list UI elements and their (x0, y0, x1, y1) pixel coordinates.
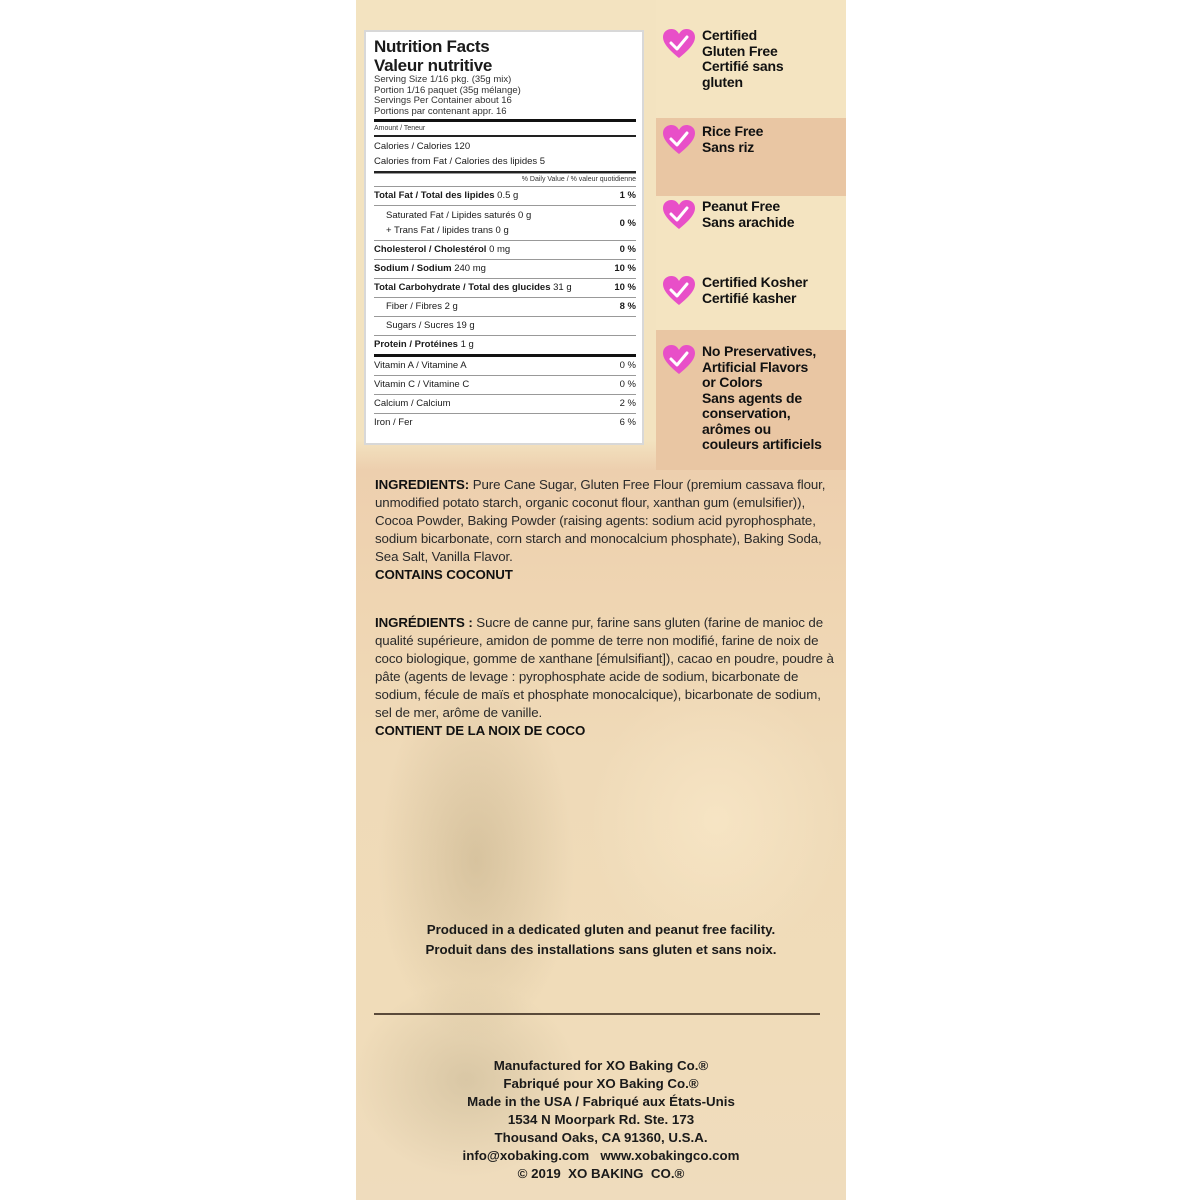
serving-size: Serving Size 1/16 pkg. (35g mix) (374, 74, 512, 85)
vitamin-row: Vitamin C / Vitamine C 0 % (374, 375, 636, 394)
divider (374, 119, 636, 122)
daily-value-header: % Daily Value / % valeur quotidienne (374, 173, 636, 186)
ingredients-fr (375, 614, 835, 740)
nutrition-title-fr: Valeur nutritive (374, 56, 493, 75)
manufacturer-info: Manufactured for XO Baking Co.® Fabriqué pour XO Baking Co.® Made in the USA / Fabriqué aux États-Unis 1534 N Moorpark Rd. Ste. 173 Thousand Oaks, CA 91360, U.S.A. info@xobaking.com www.xobakingco.com © 2019 XO BAKING CO.® (356, 1057, 846, 1183)
amount-label: Amount / Teneur (374, 125, 426, 132)
nutrient-row-saturated-trans-fat: Saturated Fat / Lipides saturés 0 g + Trans Fat / lipides trans 0 g 0 % (374, 205, 636, 240)
facility-statement: Produced in a dedicated gluten and peanut free facility. Produit dans des installations sans gluten et sans noix. (425, 922, 777, 957)
section-divider (374, 1013, 820, 1015)
vitamin-row: Calcium / Calcium 2 % (374, 394, 636, 413)
ingredients-text: Pure Cane Sugar, Gluten Free Flour (premium cassava flour, unmodified potato starch, organic coconut flour, xanthan gum (emulsifier)), Cocoa Powder, Baking Powder (raising agents: sodium acid pyrophosphate, sodium bicarbonate, corn starch and monocalcium phosphate), Baking Soda, Sea Salt, Vanilla Flavor. (375, 477, 826, 564)
ingredients-label-fr: INGRÉDIENTS : (375, 615, 473, 630)
nutrient-row-fiber: Fiber / Fibres 2 g 8 % (374, 297, 636, 316)
badge-peanut-free: Peanut Free Sans arachide (662, 199, 794, 231)
servings-per-container-fr: Portions par contenant appr. 16 (374, 105, 507, 117)
nutrient-row-total-fat: Total Fat / Total des lipides 0.5 g 1 % (374, 186, 636, 205)
heart-check-icon (662, 275, 696, 307)
badge-no-preservatives: No Preservatives, Artificial Flavors or Colors Sans agents de conservation, arômes ou couleurs artificiels (662, 344, 822, 453)
badge-kosher: Certified Kosher Certifié kasher (662, 275, 808, 307)
nutrient-row-cholesterol: Cholesterol / Cholestérol 0 mg 0 % (374, 240, 636, 259)
contact-info: info@xobaking.com www.xobakingco.com (462, 1148, 740, 1163)
nutrient-row-sugars: Sugars / Sucres 19 g (374, 316, 636, 335)
heart-check-icon (662, 199, 696, 231)
nutrient-row-total-carbohydrate: Total Carbohydrate / Total des glucides 31 g 10 % (374, 278, 636, 297)
vitamin-row: Iron / Fer 6 % (374, 413, 636, 432)
allergen-statement-fr: CONTIENT DE LA NOIX DE COCO (375, 723, 586, 738)
heart-check-icon (662, 28, 696, 60)
nutrient-row-sodium: Sodium / Sodium 240 mg 10 % (374, 259, 636, 278)
product-label-panel (356, 0, 846, 1200)
divider (374, 135, 636, 137)
nutrient-row-protein: Protein / Protéines 1 g (374, 335, 636, 354)
allergen-statement: CONTAINS COCONUT (375, 567, 513, 582)
serving-size-fr: Portion 1/16 paquet (35g mélange) (374, 84, 521, 96)
heart-check-icon (662, 344, 696, 376)
nutrition-facts-table (364, 30, 644, 445)
copyright: © 2019 XO BAKING CO.® (517, 1166, 685, 1181)
badge-gluten-free: Certified Gluten Free Certifié sans gluten (662, 28, 783, 90)
servings-per-container: Servings Per Container about 16 (374, 95, 512, 106)
ingredients-text-fr: Sucre de canne pur, farine sans gluten (farine de manioc de qualité supérieure, amidon de pomme de terre non modifié, farine de noix de coco biologique, gomme de xanthane [émulsifiant]), cacao en poudre, poudre à pâte (agents de levage : pyrophosphate acide de sodium, bicarbonate de sodium, fécule de maïs et phosphate monocalcique), bicarbonate de sodium, sel de mer, arôme de vanille. (375, 615, 834, 720)
calories-from-fat: Calories from Fat / Calories des lipides 5 (374, 156, 546, 167)
ingredients-label: INGREDIENTS: (375, 477, 470, 492)
nutrition-title-en: Nutrition Facts (374, 37, 490, 56)
calories: Calories / Calories 120 (374, 141, 471, 152)
heart-check-icon (662, 124, 696, 156)
vitamin-row: Vitamin A / Vitamine A 0 % (374, 360, 636, 371)
ingredients-en (375, 476, 835, 584)
badge-rice-free: Rice Free Sans riz (662, 124, 763, 156)
